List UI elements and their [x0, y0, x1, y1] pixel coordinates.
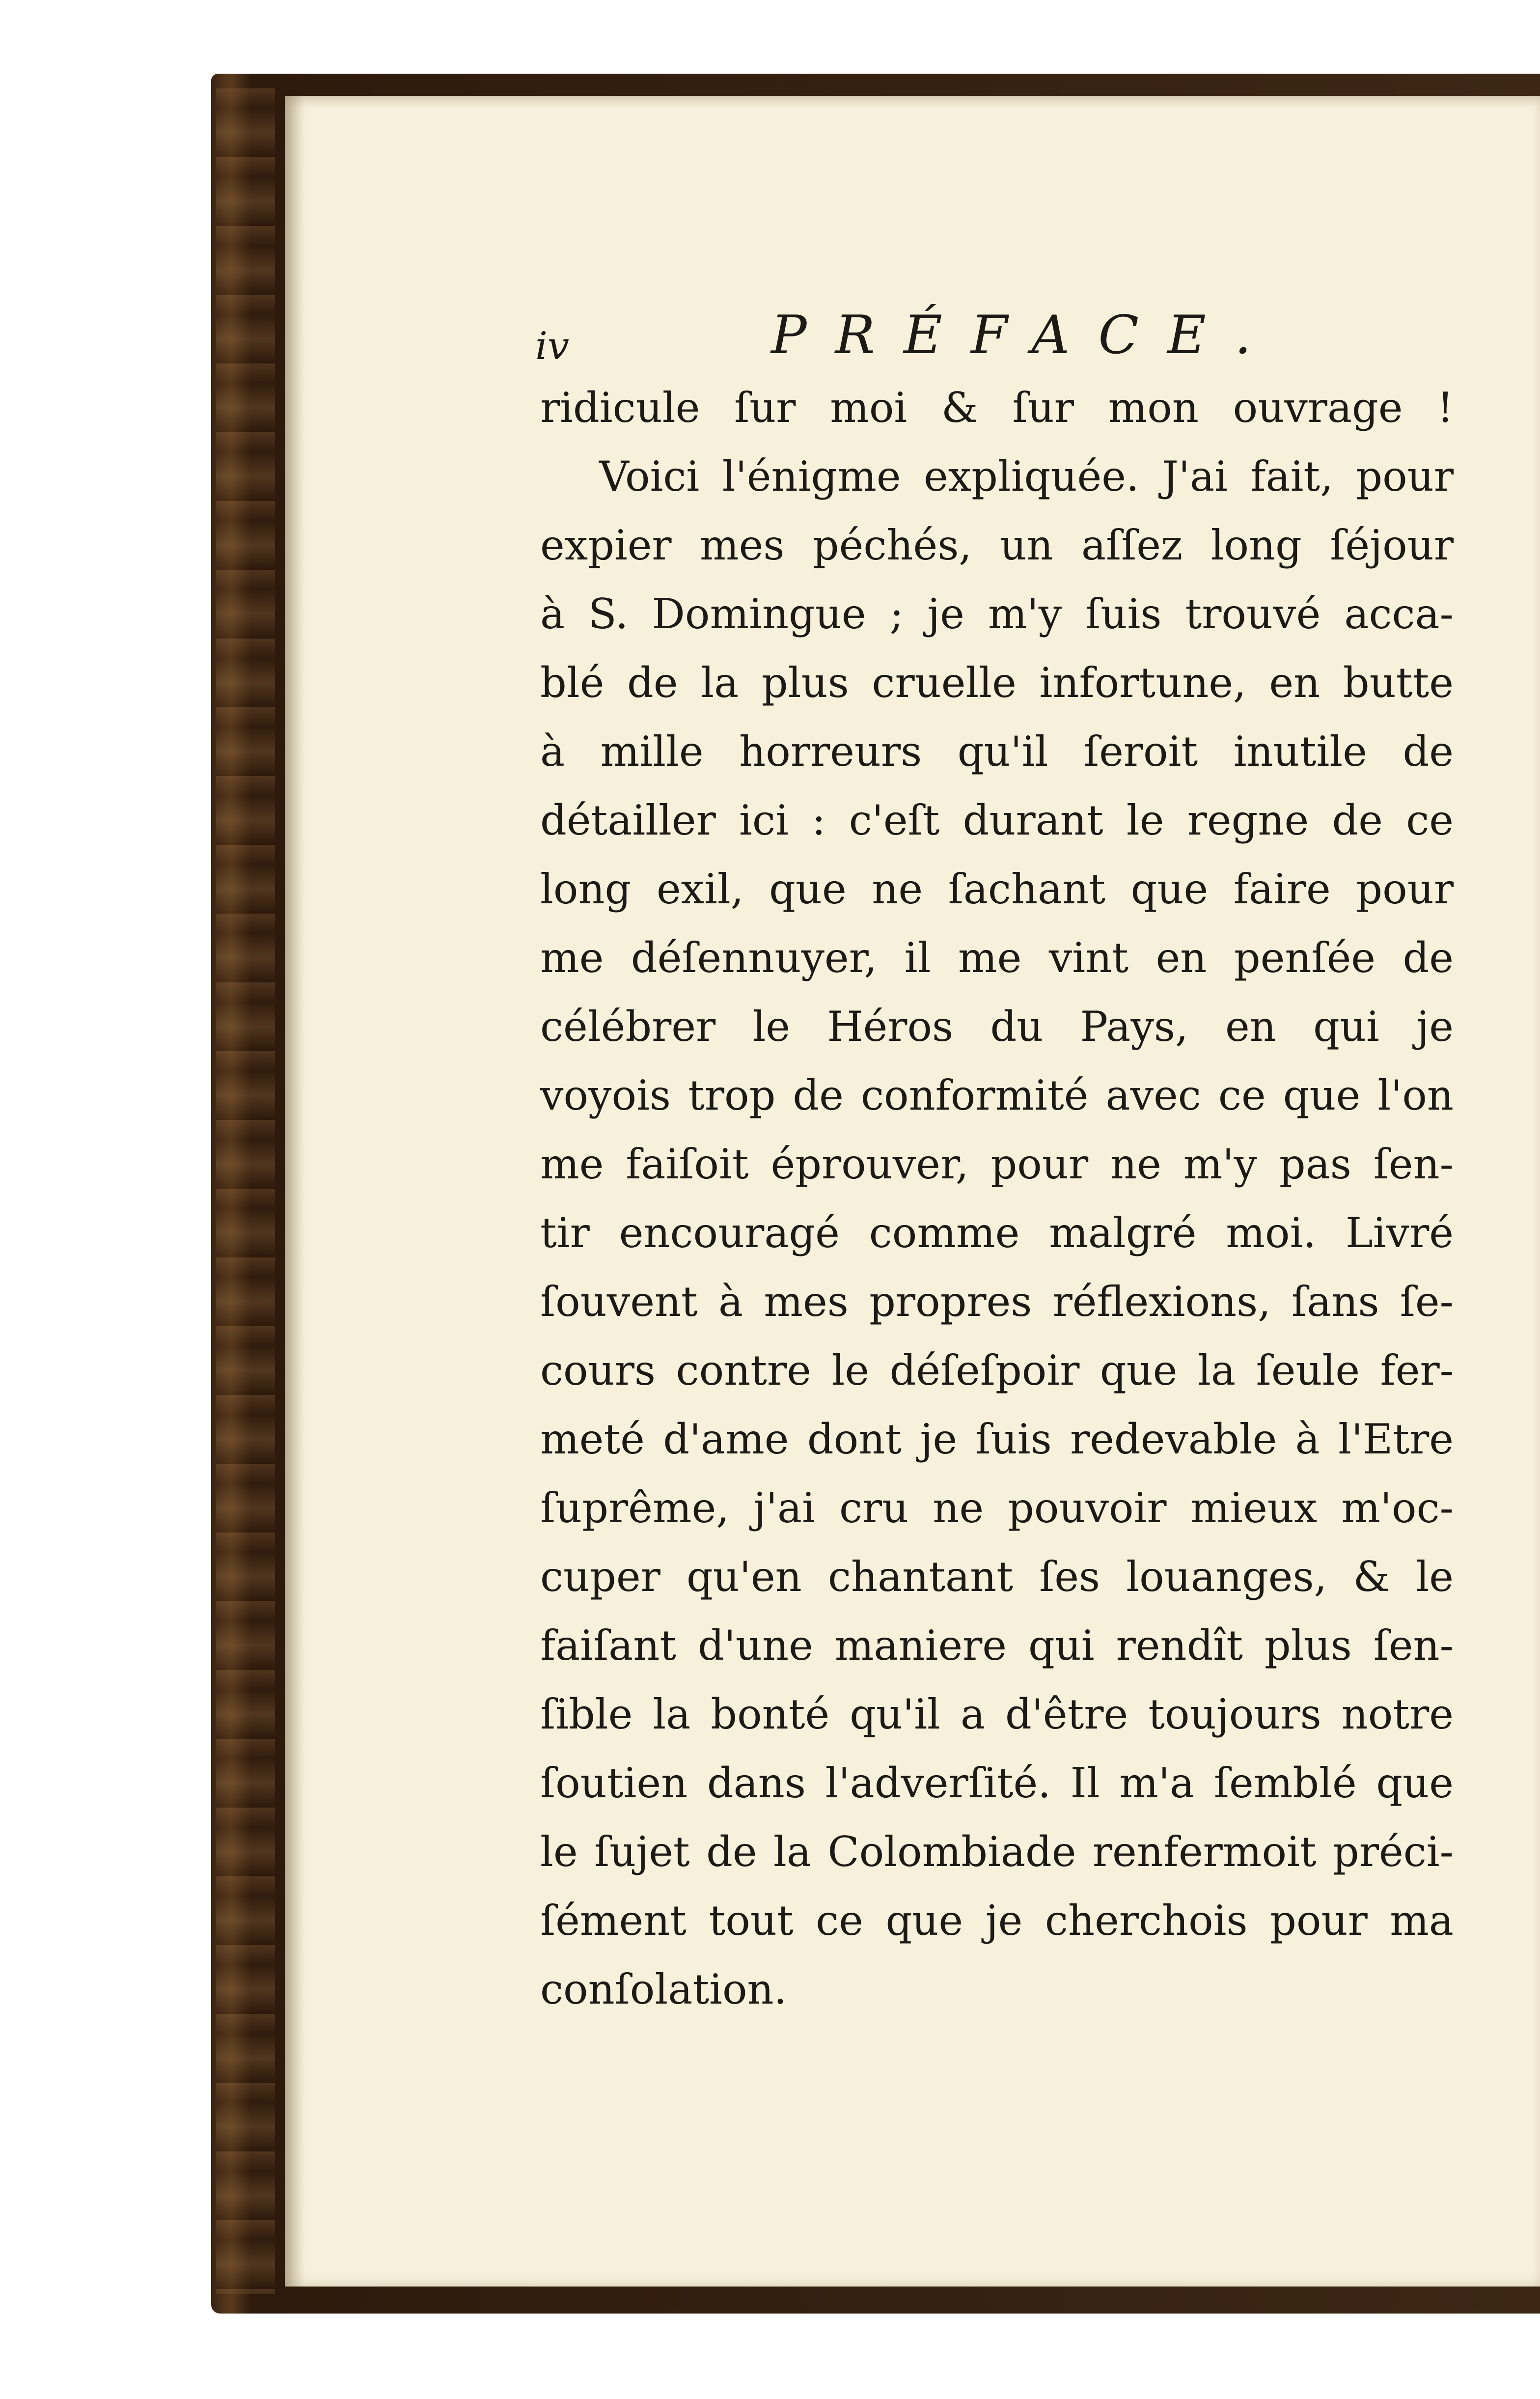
text-line: me déſennuyer, il me vint en penſée de [540, 934, 1454, 982]
text-line: ſoutien dans l'adverſité. Il m'a ſemblé que [540, 1759, 1454, 1807]
text-line: cours contre le déſeſpoir que la ſeule fer- [540, 1346, 1454, 1395]
text-line: à mille horreurs qu'il ſeroit inutile de [540, 727, 1454, 776]
page-header [535, 305, 1468, 373]
text-line: long exil, que ne ſachant que faire pour [540, 865, 1454, 913]
text-line: me faiſoit éprouver, pour ne m'y pas ſen- [540, 1140, 1454, 1188]
text-line: célébrer le Héros du Pays, en qui je [540, 1003, 1454, 1051]
text-line: ſouvent à mes propres réflexions, ſans ſe- [540, 1278, 1454, 1326]
text-line: ridicule ſur moi & ſur mon ouvrage ! [540, 384, 1454, 432]
text-line: expier mes péchés, un aſſez long ſéjour [540, 521, 1454, 569]
text-line: faiſant d'une maniere qui rendît plus ſen- [540, 1621, 1454, 1670]
text-line: à S. Domingue ; je m'y ſuis trouvé acca- [540, 590, 1454, 638]
text-line: cuper qu'en chantant ſes louanges, & le [540, 1553, 1454, 1601]
text-line: détailler ici : c'eſt durant le regne de ce [540, 796, 1454, 844]
text-line: blé de la plus cruelle infortune, en butte [540, 659, 1454, 707]
text-line: conſolation. [540, 1965, 787, 2013]
text-line: ſuprême, j'ai cru ne pouvoir mieux m'oc- [540, 1484, 1454, 1532]
text-line: tir encouragé comme malgré moi. Livré [540, 1209, 1454, 1257]
page-number: iv [535, 324, 570, 368]
text-line: ſément tout ce que je cherchois pour ma [540, 1897, 1454, 1945]
text-line: ſible la bonté qu'il a d'être toujours notre [540, 1690, 1454, 1738]
text-line: voyois trop de conformité avec ce que l'on [540, 1071, 1454, 1119]
text-line: meté d'ame dont je ſuis redevable à l'Etre [540, 1415, 1454, 1463]
running-title: PRÉFACE. [771, 305, 1280, 366]
text-line: Voici l'énigme expliquée. J'ai fait, pour [599, 452, 1454, 501]
body-text [540, 373, 1454, 2024]
text-line: le ſujet de la Colombiade renfermoit préci- [540, 1828, 1454, 1876]
